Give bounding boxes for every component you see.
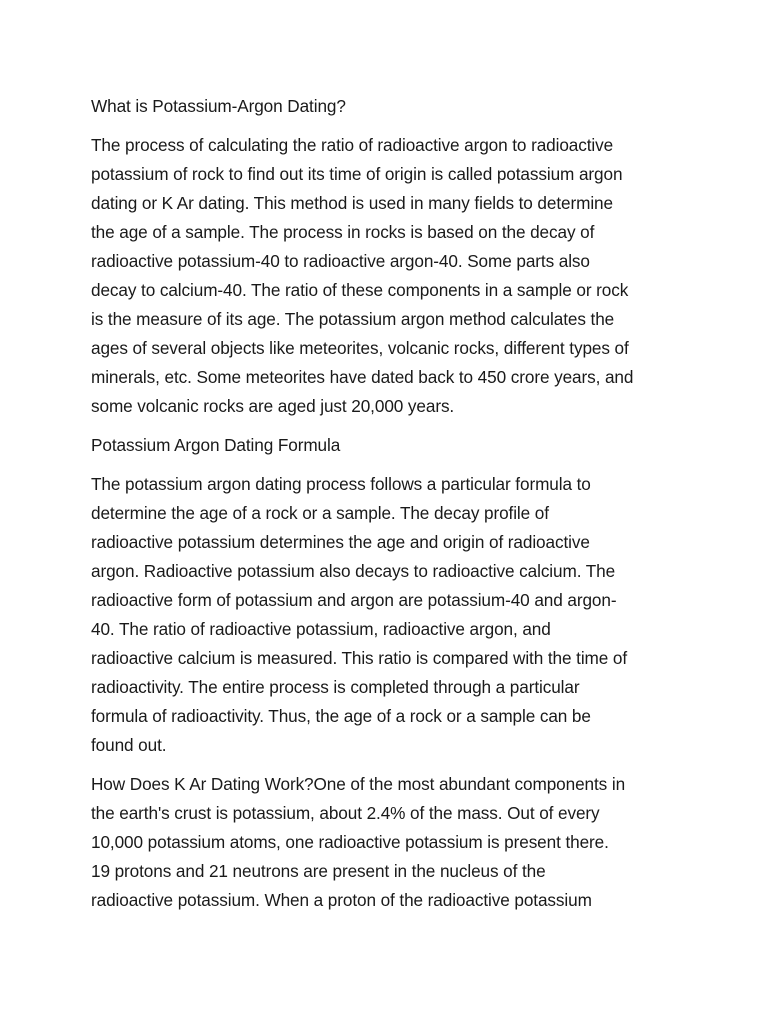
text-line: ages of several objects like meteorites, volcanic rocks, different types of	[91, 338, 629, 358]
text-line: found out.	[91, 735, 167, 755]
document-page	[91, 92, 686, 925]
text-line: radioactive potassium. When a proton of the radioactive potassium	[91, 890, 592, 910]
text-line: minerals, etc. Some meteorites have dated back to 450 crore years, and	[91, 367, 634, 387]
text-line: 10,000 potassium atoms, one radioactive potassium is present there.	[91, 832, 609, 852]
text-line: dating or K Ar dating. This method is used in many fields to determine	[91, 193, 613, 213]
text-line: the earth's crust is potassium, about 2.4% of the mass. Out of every	[91, 803, 600, 823]
text-line: Potassium Argon Dating Formula	[91, 435, 341, 455]
paragraph-dating-formula	[91, 470, 686, 760]
text-line: is the measure of its age. The potassium argon method calculates the	[91, 309, 615, 329]
heading-what-is-k-ar-dating	[91, 92, 686, 121]
text-line: What is Potassium-Argon Dating?	[91, 96, 346, 116]
text-line: potassium of rock to find out its time of origin is called potassium argon	[91, 164, 623, 184]
text-line: radioactive form of potassium and argon are potassium-40 and argon-	[91, 590, 617, 610]
text-line: decay to calcium-40. The ratio of these components in a sample or rock	[91, 280, 629, 300]
text-line: 19 protons and 21 neutrons are present in the nucleus of the	[91, 861, 546, 881]
text-line: determine the age of a rock or a sample. The decay profile of	[91, 503, 549, 523]
text-line: the age of a sample. The process in rocks is based on the decay of	[91, 222, 595, 242]
text-line: radioactive calcium is measured. This ratio is compared with the time of	[91, 648, 628, 668]
text-line: 40. The ratio of radioactive potassium, radioactive argon, and	[91, 619, 551, 639]
text-line: formula of radioactivity. Thus, the age of a rock or a sample can be	[91, 706, 591, 726]
text-line: The process of calculating the ratio of radioactive argon to radioactive	[91, 135, 614, 155]
paragraph-k-ar-intro	[91, 131, 686, 421]
heading-dating-formula	[91, 431, 686, 460]
text-line: How Does K Ar Dating Work?One of the most abundant components in	[91, 774, 626, 794]
text-line: radioactivity. The entire process is completed through a particular	[91, 677, 580, 697]
text-line: argon. Radioactive potassium also decays to radioactive calcium. The	[91, 561, 616, 581]
text-line: The potassium argon dating process follows a particular formula to	[91, 474, 591, 494]
text-line: radioactive potassium-40 to radioactive argon-40. Some parts also	[91, 251, 590, 271]
text-line: some volcanic rocks are aged just 20,000 years.	[91, 396, 455, 416]
paragraph-how-it-works	[91, 770, 686, 915]
text-line: radioactive potassium determines the age and origin of radioactive	[91, 532, 590, 552]
